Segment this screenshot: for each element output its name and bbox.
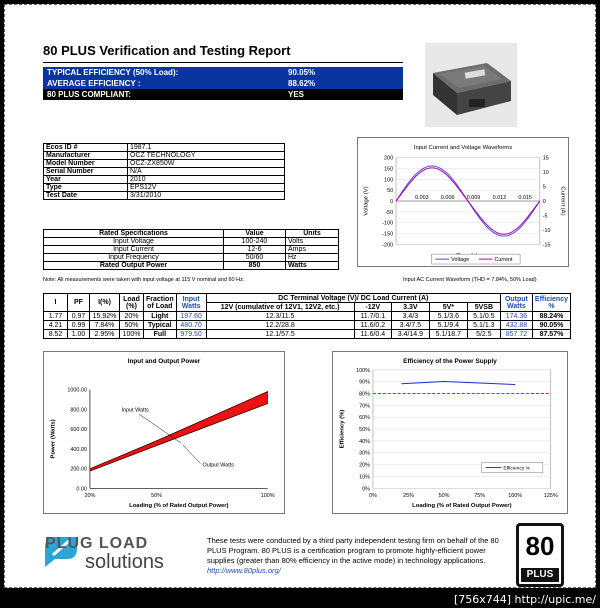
spec-header: Rated Specifications (44, 230, 224, 238)
info-label: Ecos ID # (44, 144, 128, 152)
power-chart-ylabel: Power (Watts) (50, 419, 57, 459)
y-tick-label: 400.00 (70, 446, 87, 453)
cell: 11.6/0.4 (354, 330, 391, 339)
spec-header: Units (286, 230, 339, 238)
info-label: Serial Number (44, 168, 128, 176)
info-label: Year (44, 176, 128, 184)
y-tick-label: 60% (359, 415, 370, 422)
right-tick-label: 10 (542, 170, 549, 177)
cell: 11.7/0.1 (354, 312, 391, 321)
cell: 20% (120, 312, 144, 321)
spec-cell: 100-240 (224, 238, 286, 246)
summary-compliant-label: 80 PLUS COMPLIANT: (47, 90, 132, 99)
info-label: Type (44, 184, 128, 192)
col-efficiency: Efficiency % (532, 294, 570, 312)
output-watts-label: Output Watts (202, 462, 234, 469)
table-row (44, 168, 285, 176)
y-tick-label: 1000.00 (67, 387, 87, 394)
y-tick-label: 0% (362, 486, 370, 493)
col-pf: PF (68, 294, 90, 312)
info-label: Test Date (44, 192, 128, 200)
col-dc-terminal: DC Terminal Voltage (V)/ DC Load Current (A) (206, 294, 500, 303)
legend-efficiency: Efficiency % (503, 466, 531, 472)
legend-voltage: Voltage (451, 257, 470, 264)
left-tick-label: -200 (382, 242, 394, 249)
summary-compliant (43, 89, 403, 100)
table-row (44, 184, 285, 192)
y-tick-label: 90% (359, 379, 370, 386)
footer-text (207, 536, 503, 576)
info-value: EPS12V (128, 184, 285, 192)
col-output-watts: Output Watts (500, 294, 532, 312)
left-tick-label: -100 (382, 220, 394, 227)
footer-url-link[interactable]: http://www.80plus.org/ (207, 566, 281, 575)
cell: 0.97 (68, 312, 90, 321)
spec-cell: Input Voltage (44, 238, 224, 246)
report-sheet (4, 4, 596, 588)
x-tick-label: 25% (403, 493, 414, 500)
cell: 174.36 (500, 312, 532, 321)
y-tick-label: 10% (359, 474, 370, 481)
efficiency-chart-ylabel: Efficiency (%) (339, 409, 346, 449)
cell: 5.1/18.7 (429, 330, 467, 339)
cell: 1.77 (44, 312, 68, 321)
cell: 5.1/1.3 (467, 321, 500, 330)
efficiency-legend (482, 463, 543, 473)
right-tick-label: 15 (542, 155, 549, 162)
y-tick-label: 0.00 (76, 486, 87, 493)
output-watts-line (90, 404, 268, 472)
x-tick-label: 0.015 (518, 195, 532, 202)
cell: 1.00 (68, 330, 90, 339)
power-chart-xlabel: Loading (% of Rated Output Power) (129, 503, 229, 510)
summary-box (43, 67, 403, 106)
cell: 3.4/3 (391, 312, 429, 321)
logo-solutions: solutions (85, 551, 164, 573)
table-row (44, 321, 571, 330)
cell: 5.1/9.4 (429, 321, 467, 330)
cell: 8.52 (44, 330, 68, 339)
input-watts-label: Input Watts (121, 407, 149, 414)
info-value: 1987.1 (128, 144, 285, 152)
y-tick-label: 80% (359, 391, 370, 398)
cell: 432.88 (500, 321, 532, 330)
product-photo (425, 43, 517, 127)
spec-cell: 12-6 (224, 246, 286, 254)
cell: 4.21 (44, 321, 68, 330)
table-row (44, 262, 339, 270)
x-tick-label: 50% (151, 493, 163, 500)
waveform-ylabel-right: Current (A) (559, 186, 566, 216)
x-tick-label: 100% (260, 493, 275, 500)
col-5vsb: 5VSB (467, 303, 500, 312)
right-tick-label: 5 (542, 184, 546, 191)
cell: 12.1/57.5 (206, 330, 354, 339)
info-value: 2010 (128, 176, 285, 184)
x-tick-label: 20% (84, 493, 96, 500)
summary-average-value: 88.62% (288, 79, 316, 88)
report-title: 80 PLUS Verification and Testing Report (43, 43, 291, 58)
cell: 5.1/0.5 (467, 312, 500, 321)
cell: 0.99 (68, 321, 90, 330)
cell: 979.50 (176, 330, 206, 339)
x-tick-label: 0% (369, 493, 377, 500)
cell: 197.60 (176, 312, 206, 321)
col-ithd: I(%) (90, 294, 120, 312)
cell: 5.1/3.6 (429, 312, 467, 321)
table-row (44, 152, 285, 160)
info-label: Manufacturer (44, 152, 128, 160)
cell: 12.2/28.8 (206, 321, 354, 330)
legend-current: Current (494, 257, 513, 264)
col-load: Load (%) (120, 294, 144, 312)
spec-cell: 850 (224, 262, 286, 270)
cell: 15.92% (90, 312, 120, 321)
cell: 7.84% (90, 321, 120, 330)
summary-typical-value: 90.05% (288, 68, 316, 77)
cell: 857.72 (500, 330, 532, 339)
y-tick-label: 40% (359, 438, 370, 445)
y-tick-label: 30% (359, 450, 370, 457)
power-chart-title: Input and Output Power (127, 357, 201, 365)
table-row (44, 246, 339, 254)
cell: 480.70 (176, 321, 206, 330)
right-tick-label: -5 (542, 213, 548, 220)
left-tick-label: 200 (384, 155, 394, 162)
spec-cell: Hz (286, 254, 339, 262)
cell: Typical (144, 321, 177, 330)
y-tick-label: 20% (359, 462, 370, 469)
left-tick-label: 50 (387, 188, 394, 195)
table-row (44, 312, 571, 321)
spec-cell: 50/60 (224, 254, 286, 262)
info-label: Model Number (44, 160, 128, 168)
x-tick-label: 75% (474, 493, 486, 500)
right-tick-label: -10 (542, 227, 551, 234)
efficiency-chart-xlabel: Loading (% of Rated Output Power) (412, 503, 512, 510)
summary-typical-label: TYPICAL EFFICIENCY (50% Load): (47, 68, 179, 77)
x-tick-label: 0.003 (415, 195, 429, 202)
badge-number: 80 (525, 531, 555, 561)
waveform-chart (357, 137, 569, 267)
efficiency-chart (332, 351, 568, 514)
x-tick-label: 0.012 (492, 195, 507, 202)
cell: Light (144, 312, 177, 321)
left-tick-label: 0 (390, 198, 394, 205)
spec-cell: Input Frequency (44, 254, 224, 262)
spec-cell: Input Current (44, 246, 224, 254)
left-tick-label: -50 (385, 209, 394, 216)
cell: 5/2.5 (467, 330, 500, 339)
spec-cell: Rated Output Power (44, 262, 224, 270)
product-info-table (43, 143, 285, 200)
table-row (44, 144, 285, 152)
x-tick-label: 125% (543, 493, 558, 500)
table-row (44, 192, 285, 200)
info-value: OCZ-ZX850W (128, 160, 285, 168)
load-test-table (43, 293, 571, 339)
y-tick-label: 200.00 (70, 466, 87, 473)
table-row (44, 176, 285, 184)
table-row (44, 238, 339, 246)
table-row (44, 230, 339, 238)
x-tick-label: 100% (508, 493, 523, 500)
cell: 3.4/7.5 (391, 321, 429, 330)
spec-cell: Watts (286, 262, 339, 270)
col-input-watts: Input Watts (176, 294, 206, 312)
power-chart (43, 351, 285, 514)
info-value: 3/31/2010 (128, 192, 285, 200)
right-tick-label: -15 (542, 242, 551, 249)
spec-cell: Volts (286, 238, 339, 246)
cell: Full (144, 330, 177, 339)
watermark: [756x744] http://upic.me/ (453, 593, 596, 606)
cell: 100% (120, 330, 144, 339)
badge-plus: PLUS (521, 568, 559, 582)
col-irms: I (44, 294, 68, 312)
y-tick-label: 800.00 (70, 407, 87, 414)
x-tick-label: 0.006 (440, 195, 455, 202)
cell: 3.4/14.9 (391, 330, 429, 339)
table-row (44, 330, 571, 339)
left-tick-label: 150 (384, 166, 394, 173)
spec-cell: Amps (286, 246, 339, 254)
cell: 12.3/11.5 (206, 312, 354, 321)
table-row (44, 254, 339, 262)
summary-compliant-value: YES (288, 90, 305, 99)
info-value: OCZ TECHNOLOGY (128, 152, 285, 160)
80-plus-badge (516, 523, 564, 587)
spec-header: Value (224, 230, 286, 238)
input-watts-line (90, 392, 268, 469)
cell: 2.95% (90, 330, 120, 339)
measurement-note: Note: All measurements were taken with input voltage at 115 V nominal and 60 Hz. (43, 277, 245, 283)
y-tick-label: 70% (359, 403, 370, 410)
y-tick-label: 600.00 (70, 427, 87, 434)
footer-description: These tests were conducted by a third party independent testing firm on behalf of the 80 PLUS Program. 80 PLUS is a certification program to promote highly-efficient power supplies (greater than 80% efficiency in the active mode) in technology applications. (207, 536, 499, 565)
table-row (44, 294, 571, 303)
col-minus12v: -12V (354, 303, 391, 312)
summary-average-label: AVERAGE EFFICIENCY : (47, 79, 141, 88)
waveform-caption: Input AC Current Waveform (THD = 7.84%, 50% Load) (403, 277, 537, 283)
logo-plug-load: PLUG LOAD (45, 535, 149, 552)
title-underline (43, 62, 403, 63)
cell: 11.6/0.2 (354, 321, 391, 330)
y-tick-label: 50% (359, 427, 370, 434)
col-3v3: 3.3V (391, 303, 429, 312)
left-tick-label: 100 (384, 177, 394, 184)
x-tick-label: 0.009 (466, 195, 481, 202)
left-tick-label: -150 (382, 231, 394, 238)
col-12v: 12V (cumulative of 12V1, 12V2, etc.) (206, 303, 354, 312)
efficiency-chart-title: Efficiency of the Power Supply (403, 357, 497, 365)
y-tick-label: 100% (356, 367, 370, 374)
right-tick-label: 0 (542, 198, 546, 205)
cell: 87.57% (532, 330, 570, 339)
col-5v: 5V* (429, 303, 467, 312)
cell: 90.05% (532, 321, 570, 330)
rated-spec-table (43, 229, 339, 270)
waveform-title: Input Current and Voltage Waveforms (413, 144, 513, 151)
info-value: N/A (128, 168, 285, 176)
table-row (44, 160, 285, 168)
col-fraction: Fraction of Load (144, 294, 177, 312)
summary-average (43, 78, 403, 89)
waveform-legend (431, 254, 520, 264)
x-tick-label: 50% (438, 493, 450, 500)
waveform-ylabel-left: Voltage (V) (363, 186, 370, 216)
summary-typical (43, 67, 403, 78)
cell: 50% (120, 321, 144, 330)
cell: 88.24% (532, 312, 570, 321)
